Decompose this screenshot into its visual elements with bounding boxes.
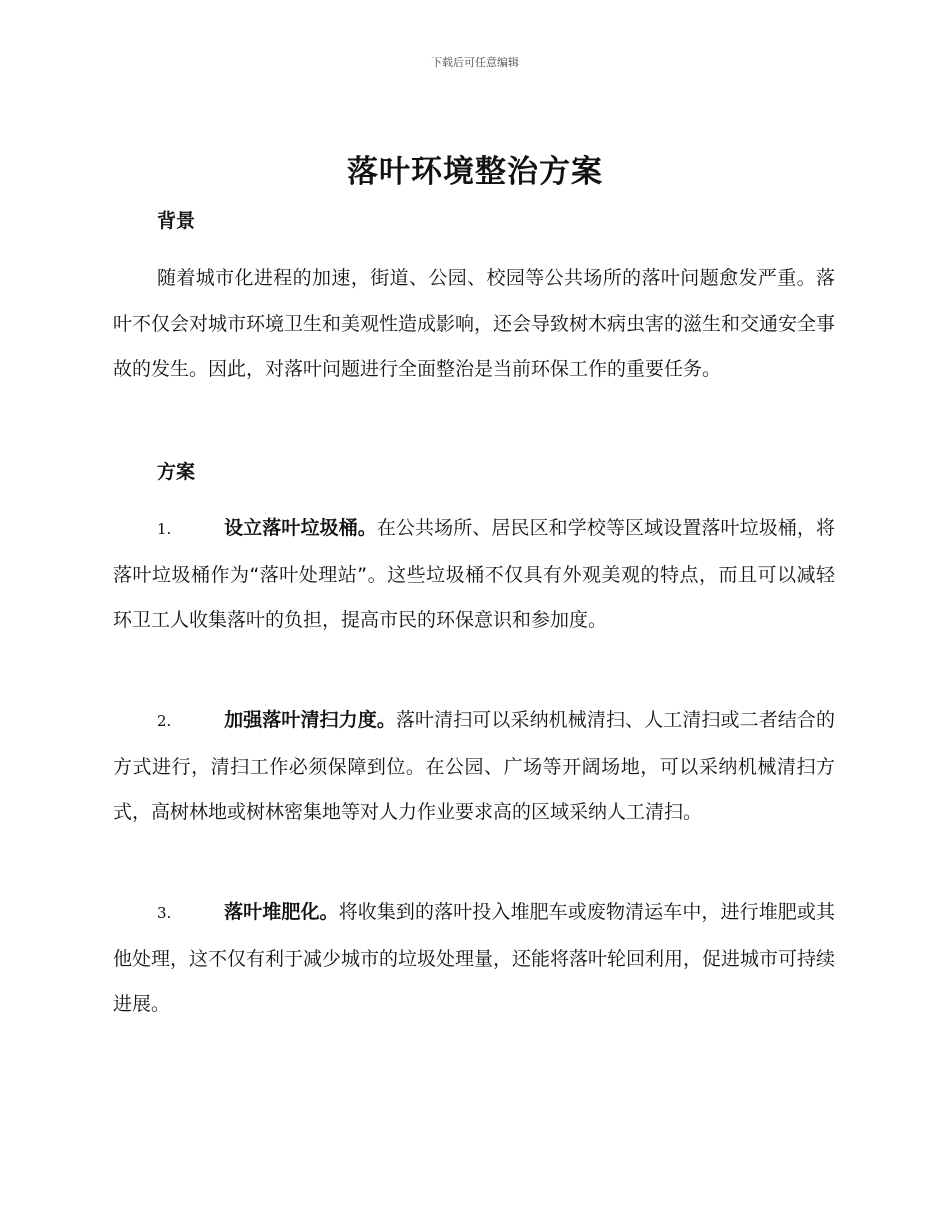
list-item-title: 设立落叶垃圾桶。 bbox=[224, 517, 377, 539]
list-item bbox=[113, 698, 835, 836]
section-heading-plan: 方案 bbox=[157, 461, 196, 483]
list-item-title: 落叶堆肥化。 bbox=[224, 901, 339, 923]
document-title: 落叶环境整治方案 bbox=[347, 154, 603, 190]
list-number: 3. bbox=[157, 904, 172, 922]
list-item-text: 将收集到的落叶投入堆肥车或废物清运车中，进行堆肥或其他处理，这不仅有利于减少城市的垃圾处理量，还能将落叶轮回利用，促进城市可持续进展。 bbox=[113, 901, 836, 1015]
list-item-text: 落叶清扫可以采纳机械清扫、人工清扫或二者结合的方式进行，清扫工作必须保障到位。在公园、广场等开阔场地，可以采纳机械清扫方式，高树林地或树林密集地等对人力作业要求高的区域采纳人工清扫。 bbox=[113, 709, 835, 823]
list-item-title: 加强落叶清扫力度。 bbox=[224, 709, 396, 731]
header-note: 下载后可任意编辑 bbox=[431, 56, 519, 69]
list-number: 2. bbox=[157, 712, 172, 730]
list-item bbox=[113, 890, 835, 1028]
background-paragraph: 随着城市化进程的加速，街道、公园、校园等公共场所的落叶问题愈发严重。落叶不仅会对城市环境卫生和美观性造成影响，还会导致树木病虫害的滋生和交通安全事故的发生。因此，对落叶问题进行全面整治是当前环保工作的重要任务。 bbox=[113, 267, 836, 380]
list-item bbox=[113, 506, 835, 644]
list-item-text: 在公共场所、居民区和学校等区域设置落叶垃圾桶，将落叶垃圾桶作为“落叶处理站”。这些垃圾桶不仅具有外观美观的特点，而且可以减轻环卫工人收集落叶的负担，提高市民的环保意识和参加度。 bbox=[113, 517, 835, 631]
section-heading-background: 背景 bbox=[157, 210, 196, 232]
list-number: 1. bbox=[157, 520, 172, 538]
